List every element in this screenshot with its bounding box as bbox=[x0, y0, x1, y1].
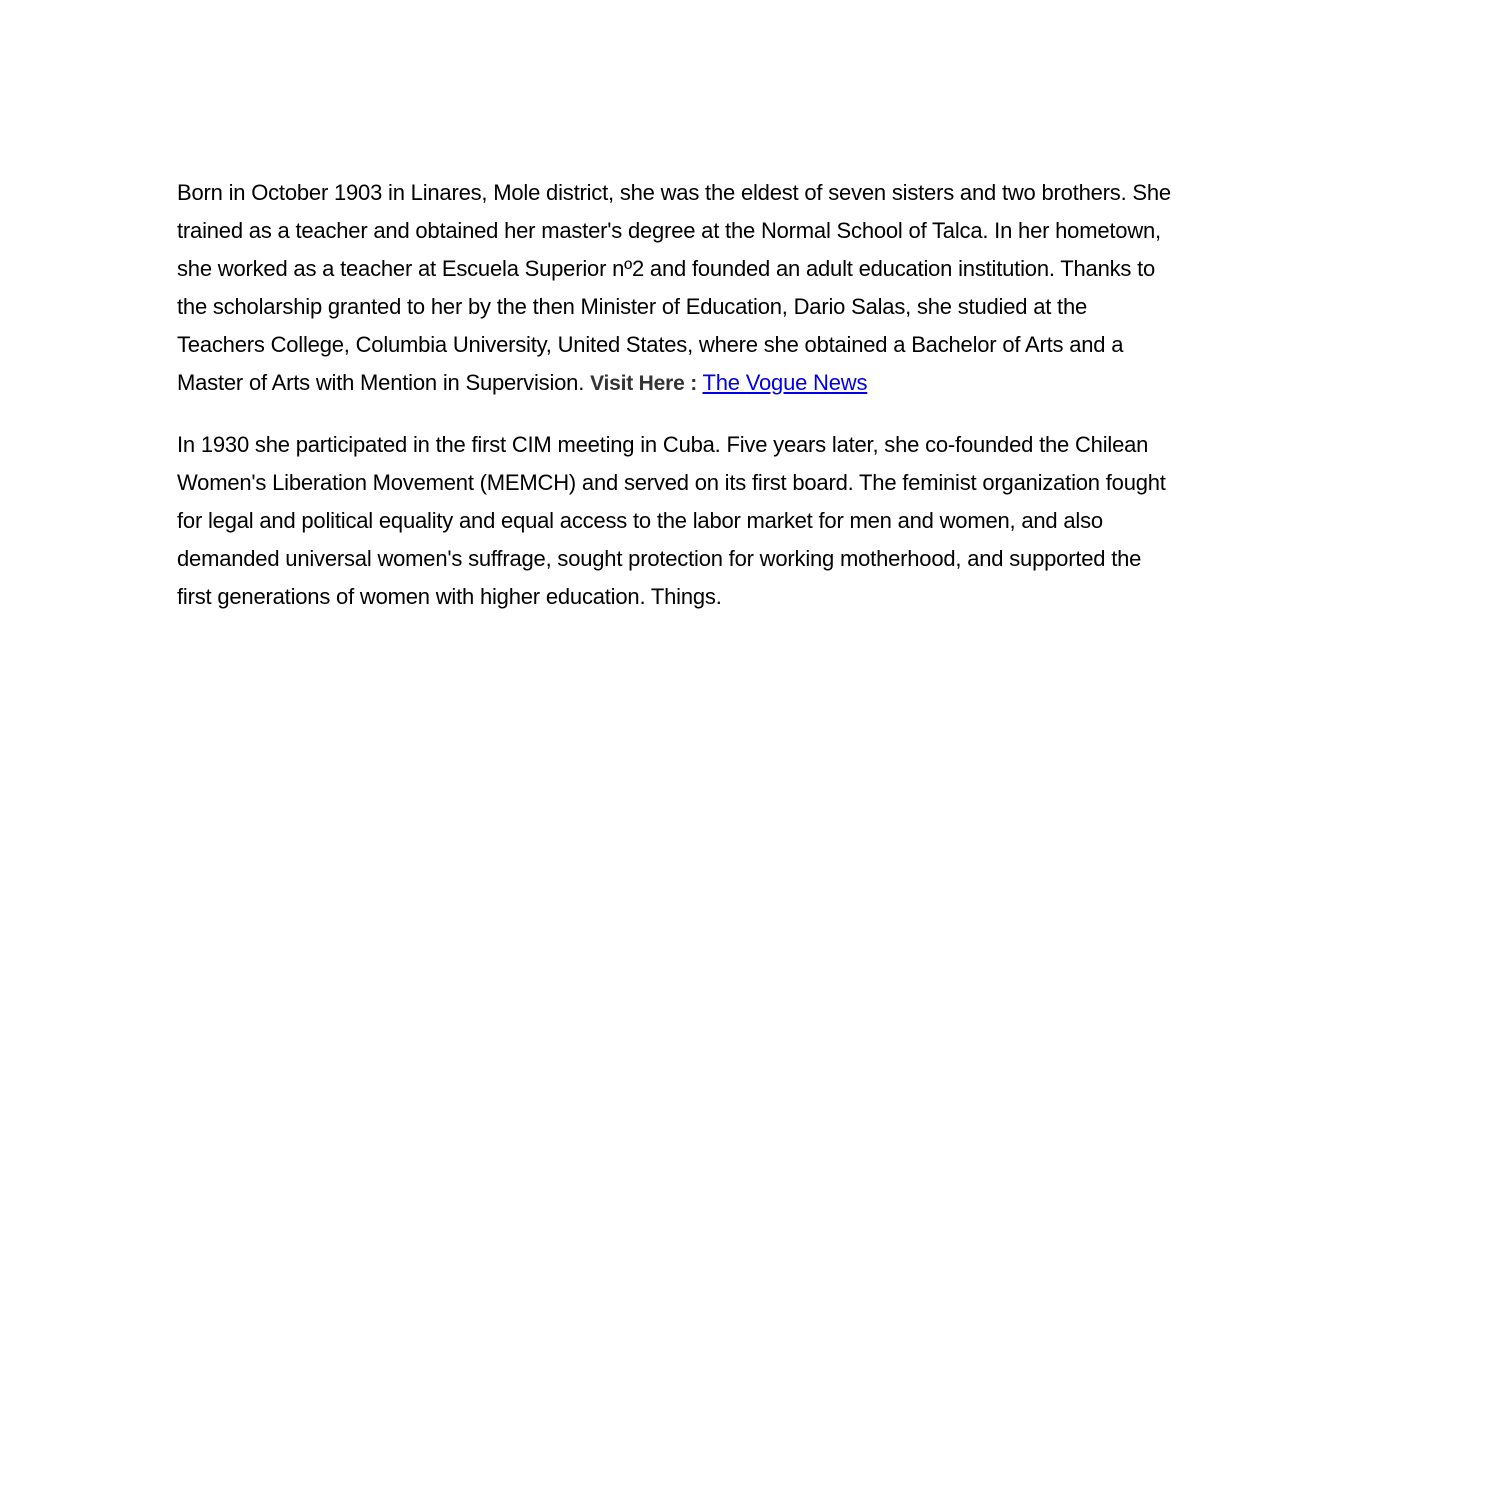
the-vogue-news-link[interactable]: The Vogue News bbox=[702, 370, 868, 395]
paragraph-memch bbox=[177, 426, 1166, 616]
paragraph-biography bbox=[177, 174, 1171, 403]
text-line: In 1930 she participated in the first CIM meeting in Cuba. Five years later, she co-founded the Chilean bbox=[177, 432, 1149, 457]
text-line: first generations of women with higher education. Things. bbox=[177, 584, 722, 609]
text-line: Teachers College, Columbia University, United States, where she obtained a Bachelor of Arts and a bbox=[177, 332, 1124, 357]
text-line: the scholarship granted to her by the then Minister of Education, Dario Salas, she studied at the bbox=[177, 294, 1088, 319]
text-line: Women's Liberation Movement (MEMCH) and served on its first board. The feminist organization fought bbox=[177, 470, 1166, 495]
text-line: she worked as a teacher at Escuela Superior nº2 and founded an adult education institution. Thanks to bbox=[177, 256, 1156, 281]
text-line: Master of Arts with Mention in Supervision. bbox=[177, 370, 585, 395]
text-line: for legal and political equality and equal access to the labor market for men and women, and also bbox=[177, 508, 1103, 533]
text-line: trained as a teacher and obtained her master's degree at the Normal School of Talca. In her hometown, bbox=[177, 218, 1161, 243]
visit-here-label: Visit Here : bbox=[590, 372, 697, 395]
text-line: demanded universal women's suffrage, sought protection for working motherhood, and supported the bbox=[177, 546, 1142, 571]
text-line-last bbox=[177, 364, 1171, 403]
text-line: Born in October 1903 in Linares, Mole district, she was the eldest of seven sisters and two brothers. She bbox=[177, 180, 1171, 205]
